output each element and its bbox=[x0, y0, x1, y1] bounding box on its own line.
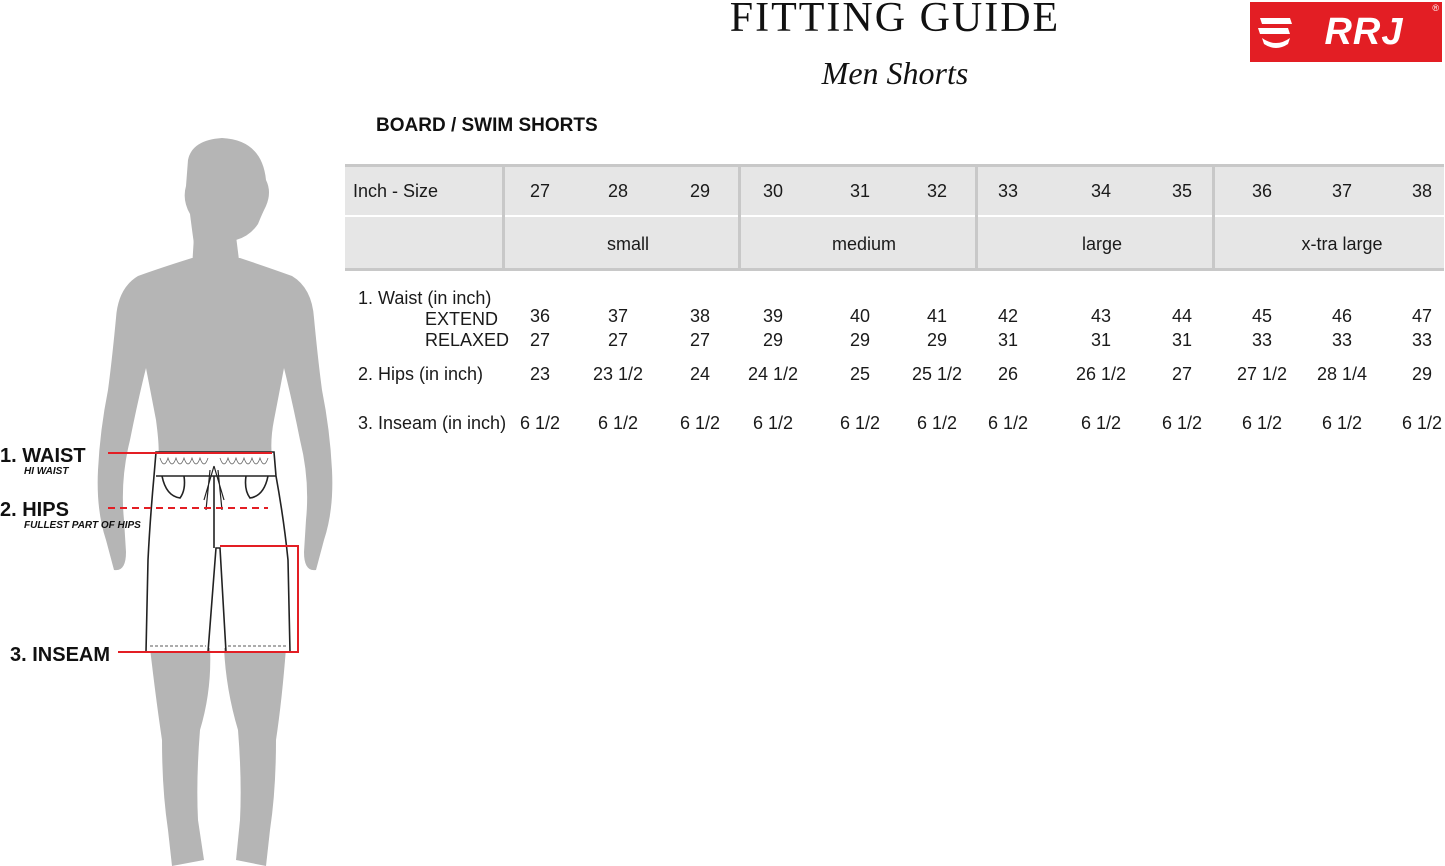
section-title: BOARD / SWIM SHORTS bbox=[376, 115, 598, 136]
waist-extend-cell: 38 bbox=[689, 306, 711, 326]
column-divider bbox=[502, 164, 505, 268]
relaxed-label: RELAXED bbox=[425, 330, 510, 350]
hips-cell: 29 bbox=[1411, 364, 1433, 384]
inseam-cell: 6 1/2 bbox=[1080, 413, 1122, 433]
size-cell: 31 bbox=[849, 181, 871, 201]
waist-label: 1. Waist (in inch) bbox=[358, 288, 492, 308]
waist-extend-cell: 47 bbox=[1411, 306, 1433, 326]
size-cell: 37 bbox=[1331, 181, 1353, 201]
waist-extend-cell: 37 bbox=[607, 306, 629, 326]
hips-cell: 23 1/2 bbox=[592, 364, 644, 384]
waist-extend-cell: 44 bbox=[1171, 306, 1193, 326]
brand-logo bbox=[1250, 2, 1442, 62]
page-title: FITTING GUIDE bbox=[729, 0, 1061, 41]
size-cell: 28 bbox=[607, 181, 629, 201]
waist-relaxed-cell: 33 bbox=[1331, 330, 1353, 350]
inseam-cell: 6 1/2 bbox=[1241, 413, 1283, 433]
size-cell: 30 bbox=[762, 181, 784, 201]
board-shorts-drawing bbox=[146, 452, 290, 652]
waist-extend-cell: 42 bbox=[997, 306, 1019, 326]
hips-cell: 24 bbox=[689, 364, 711, 384]
waist-relaxed-cell: 31 bbox=[997, 330, 1019, 350]
waist-relaxed-cell: 29 bbox=[762, 330, 784, 350]
hips-cell: 27 bbox=[1171, 364, 1193, 384]
hips-cell: 23 bbox=[529, 364, 551, 384]
waist-extend-cell: 36 bbox=[529, 306, 551, 326]
waist-extend-cell: 39 bbox=[762, 306, 784, 326]
hips-cell: 24 1/2 bbox=[747, 364, 799, 384]
inseam-cell: 6 1/2 bbox=[597, 413, 639, 433]
waist-relaxed-cell: 29 bbox=[849, 330, 871, 350]
brand-emblem-icon bbox=[1256, 14, 1296, 50]
band-divider bbox=[345, 215, 1444, 217]
column-divider bbox=[975, 164, 978, 268]
size-group-medium: medium bbox=[831, 234, 897, 254]
inseam-cell: 6 1/2 bbox=[519, 413, 561, 433]
inseam-cell: 6 1/2 bbox=[1321, 413, 1363, 433]
waist-extend-cell: 41 bbox=[926, 306, 948, 326]
waist-relaxed-cell: 31 bbox=[1090, 330, 1112, 350]
hips-cell: 28 1/4 bbox=[1316, 364, 1368, 384]
waist-extend-cell: 46 bbox=[1331, 306, 1353, 326]
inseam-label: 3. Inseam (in inch) bbox=[358, 413, 507, 433]
waist-extend-cell: 40 bbox=[849, 306, 871, 326]
hips-cell: 27 1/2 bbox=[1236, 364, 1288, 384]
waist-relaxed-cell: 33 bbox=[1251, 330, 1273, 350]
waist-extend-cell: 43 bbox=[1090, 306, 1112, 326]
size-cell: 36 bbox=[1251, 181, 1273, 201]
waist-relaxed-cell: 31 bbox=[1171, 330, 1193, 350]
hips-measure-sublabel: FULLEST PART OF HIPS bbox=[24, 520, 141, 531]
size-cell: 29 bbox=[689, 181, 711, 201]
hips-cell: 25 1/2 bbox=[911, 364, 963, 384]
registered-mark: ® bbox=[1432, 3, 1439, 13]
inseam-cell: 6 1/2 bbox=[839, 413, 881, 433]
size-group-large: large bbox=[1081, 234, 1123, 254]
size-group-xtra-large: x-tra large bbox=[1301, 234, 1383, 254]
size-cell: 34 bbox=[1090, 181, 1112, 201]
inseam-measure-label: 3. INSEAM bbox=[10, 644, 111, 666]
waist-relaxed-cell: 29 bbox=[926, 330, 948, 350]
hips-cell: 26 1/2 bbox=[1075, 364, 1127, 384]
size-cell: 35 bbox=[1171, 181, 1193, 201]
size-cell: 33 bbox=[997, 181, 1019, 201]
size-cell: 38 bbox=[1411, 181, 1433, 201]
inseam-cell: 6 1/2 bbox=[679, 413, 721, 433]
column-divider bbox=[1212, 164, 1215, 268]
inseam-cell: 6 1/2 bbox=[1401, 413, 1443, 433]
waist-measure-label: 1. WAIST bbox=[0, 445, 86, 467]
page-subtitle: Men Shorts bbox=[821, 55, 969, 91]
size-header-band bbox=[345, 164, 1444, 219]
size-cell: 27 bbox=[529, 181, 551, 201]
hips-cell: 25 bbox=[849, 364, 871, 384]
extend-label: EXTEND bbox=[425, 309, 499, 329]
waist-relaxed-cell: 27 bbox=[689, 330, 711, 350]
hips-measure-label: 2. HIPS bbox=[0, 499, 69, 521]
model-figure bbox=[0, 130, 340, 866]
brand-name: RRJ bbox=[1324, 10, 1404, 53]
inseam-cell: 6 1/2 bbox=[1161, 413, 1203, 433]
hips-label: 2. Hips (in inch) bbox=[358, 364, 484, 384]
hips-cell: 26 bbox=[997, 364, 1019, 384]
inseam-cell: 6 1/2 bbox=[752, 413, 794, 433]
waist-relaxed-cell: 33 bbox=[1411, 330, 1433, 350]
size-cell: 32 bbox=[926, 181, 948, 201]
waist-extend-cell: 45 bbox=[1251, 306, 1273, 326]
size-group-small: small bbox=[606, 234, 650, 254]
column-divider bbox=[738, 164, 741, 268]
size-header-label: Inch - Size bbox=[353, 181, 439, 201]
waist-relaxed-cell: 27 bbox=[529, 330, 551, 350]
waist-measure-sublabel: HI WAIST bbox=[24, 466, 69, 477]
inseam-cell: 6 1/2 bbox=[987, 413, 1029, 433]
waist-relaxed-cell: 27 bbox=[607, 330, 629, 350]
inseam-cell: 6 1/2 bbox=[916, 413, 958, 433]
